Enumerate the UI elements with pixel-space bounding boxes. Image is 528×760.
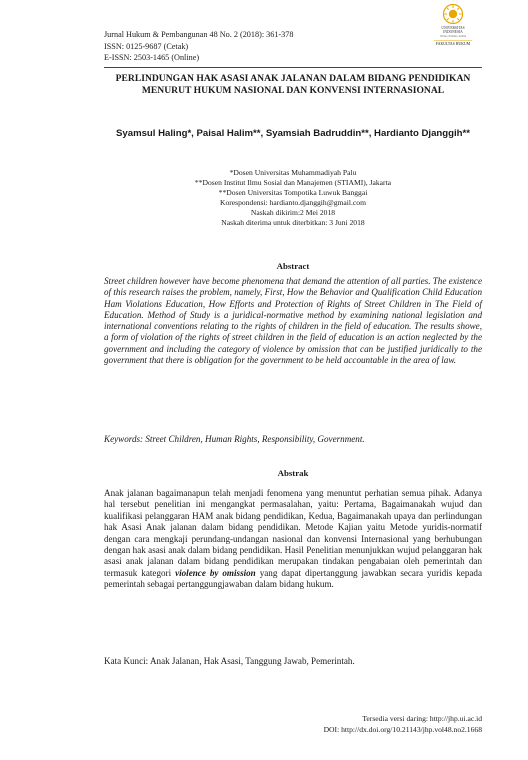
issn-online: E-ISSN: 2503-1465 (Online) [104,53,200,62]
affiliations [104,168,482,229]
abstract-heading: Abstract [276,261,310,271]
abstract-id-text-before: Anak jalanan bagaimanapun telah menjadi fenomena yang menuntut perhatian semua pihak. Adanya hal tersebut penelitian ini mengangkat permasalahan, yaitu: Pertama, Bagaimanakah wujud dan kualifikasi pelanggaran HAM anak bidang pendidikan, Kedua, Bagaimanakah upaya dan perlindungan hak Asasi Anak jalanan dalam bidang pendidikan. Metode Kajian yaitu Metode yuridis-normatif dengan cara mengkaji perundang-undangan nasional dan konvensi Internasional yang berhubungan dengan hak asasi anak dalam bidang pendidikan. Hasil Penelitian menunjukkan wujud pelanggaran hak asasi anak jalanan dalam bidang pendidikan merupakan tindakan pengabaian oleh pemerintah dan termasuk kategori [104,488,482,578]
affiliation-3: **Dosen Universitas Tompotika Luwuk Banggai [218,188,368,198]
doi-link: DOI: http://dx.doi.org/10.21143/jhp.vol48.no2.1668 [323,725,482,734]
abstract-id-text [104,488,482,591]
logo-line1: UNIVERSITAS [441,26,465,30]
date-accepted: Naskah diterima untuk diterbitkan: 3 Juni 2018 [221,218,365,228]
header-divider [104,67,482,68]
keywords-id: Kata Kunci: Anak Jalanan, Hak Asasi, Tanggung Jawab, Pemerintah. [104,656,355,666]
logo-faculty: FAKULTAS HUKUM [435,42,471,46]
journal-info [104,29,293,64]
makara-logo-icon [428,2,478,48]
abstract-en-text: Street children however have become phenomena that demand the attention of all parties. The existence of this research raises the problem, namely, First, How the Behavior and Qualification Child Education Ham Violations Education, How Efforts and Protection of Rights of Street Children in The Field of Education. Method of Study is a juridical-normative method by examining national legislation and international conventions relating to the rights of children in the field of education. The results showe, a form of violation of the rights of street children in the field of education is an action neglected by the government and including the category of violence by omission that can be justified juridically to the government that there is obligation for the government to be held accountable in the area of law. [104,276,482,366]
abstract-id-text-after: yang dapat dipertanggung jawabkan secara yuridis kepada pemerintah sebagai pertanggungjawaban dalam bidang hukum. [104,567,482,590]
affiliation-2: **Dosen Institut Ilmu Sosial dan Manajemen (STIAMI), Jakarta [194,178,392,188]
footer [104,713,482,735]
correspondence-email: Korespondensi: hardianto.djanggih@gmail.com [220,198,366,208]
abstrak-heading: Abstrak [277,468,309,478]
date-submitted: Naskah dikirim:2 Mei 2018 [250,208,336,218]
article-title: PERLINDUNGAN HAK ASASI ANAK JALANAN DALAM BIDANG PENDIDIKAN MENURUT HUKUM NASIONAL DAN KONVENSI INTERNASIONAL [115,73,471,96]
logo-line3: Veritas, Probitas, Iustitia [440,35,466,38]
abstract-id-emphasis: violence by omission [175,567,256,578]
affiliation-1: *Dosen Universitas Muhammadiyah Palu [229,168,357,177]
logo-line2: INDONESIA [443,30,463,34]
article-authors: Syamsul Haling*, Paisal Halim**, Syamsiah Badruddin**, Hardianto Djanggih** [116,128,470,139]
issn-print: ISSN: 0125-9687 (Cetak) [104,41,189,51]
online-availability: Tersedia versi daring: http://jhp.ui.ac.id [362,714,482,723]
keywords-en: Keywords: Street Children, Human Rights, Responsibility, Government. [104,434,365,444]
journal-citation: Jurnal Hukum & Pembangunan 48 No. 2 (2018): 361-378 [104,30,294,39]
